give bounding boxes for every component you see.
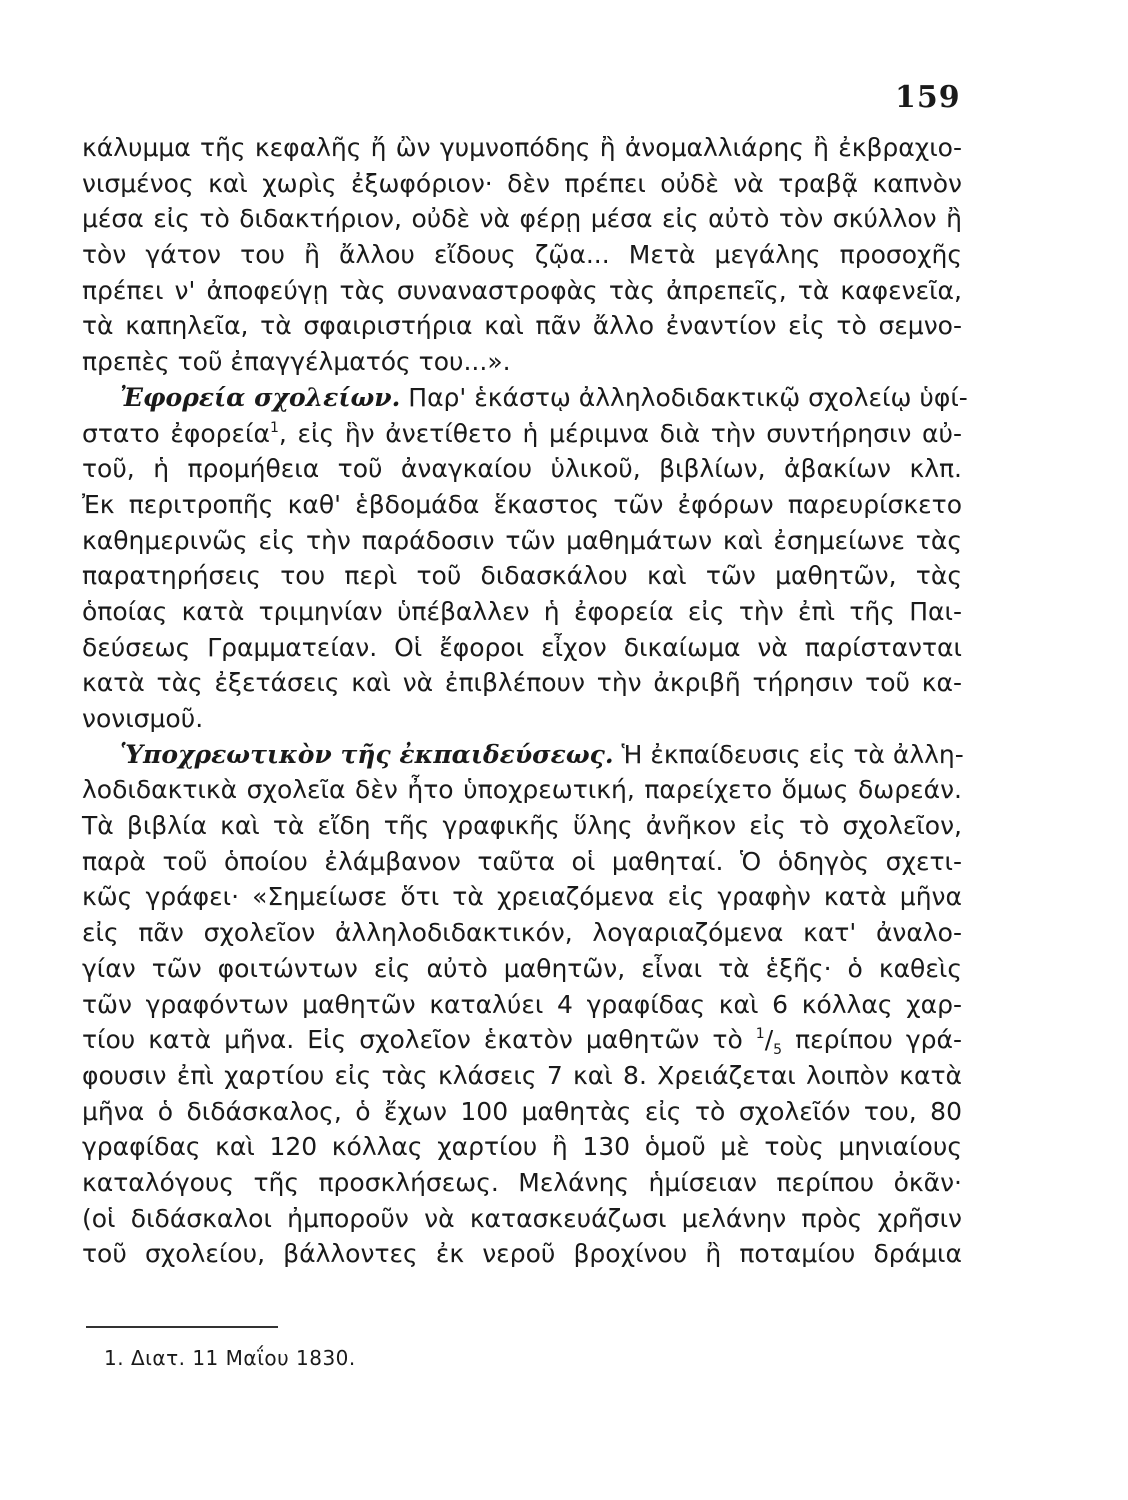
text-line: Ἐκ περιτροπῆς καθ' ἑβδομάδα ἕκαστος τῶν ἐφόρων παρευρίσκετο — [82, 489, 962, 519]
text-line: καταλόγους τῆς προσκλήσεως. Μελάνης ἡμίσειαν περίπου ὀκᾶν· — [82, 1167, 962, 1197]
text-segment: Ἡ ἐκπαίδευσις εἰς τὰ ἀλλη- — [621, 739, 964, 769]
text-line: ὁποίας κατὰ τριμηνίαν ὑπέβαλλεν ἡ ἐφορεία εἰς τὴν ἐπὶ τῆς Παι- — [82, 596, 962, 626]
footnote: 1. Διατ. 11 Μαΐου 1830. — [104, 1346, 356, 1370]
text-line: τὰ καπηλεῖα, τὰ σφαιριστήρια καὶ πᾶν ἄλλο ἐναντίον εἰς τὸ σεμνο- — [82, 311, 962, 341]
text-line: δεύσεως Γραμματείαν. Οἱ ἔφοροι εἶχον δικαίωμα νὰ παρίστανται — [82, 632, 962, 662]
text-segment: περίπου γρά- — [795, 1025, 962, 1055]
text-line: τὸν γάτον του ἢ ἄλλου εἴδους ζῷα... Μετὰ μεγάλης προσοχῆς — [82, 240, 962, 270]
fraction-denominator: 5 — [773, 1042, 783, 1059]
text-line: τίου κατὰ μῆνα. Εἰς σχολεῖον ἑκατὸν μαθητῶν τὸ $^1/_5$ περίπου γρά- — [82, 1025, 962, 1059]
text-segment: Παρ' ἑκάστῳ ἀλληλοδιδακτικῷ σχολείῳ ὑφί- — [408, 382, 968, 412]
text-line: καθημερινῶς εἰς τὴν παράδοσιν τῶν μαθημάτων καὶ ἐσημείωνε τὰς — [82, 525, 962, 555]
text-line: τοῦ, ἡ προμήθεια τοῦ ἀναγκαίου ὑλικοῦ, βιβλίων, ἀβακίων κλπ. — [82, 454, 962, 484]
paragraph-first-line — [82, 380, 968, 416]
text-line: παρατηρήσεις του περὶ τοῦ διδασκάλου καὶ τῶν μαθητῶν, τὰς — [82, 561, 962, 591]
text-segment: τίου κατὰ μῆνα. Εἰς σχολεῖον ἑκατὸν μαθητῶν τὸ — [82, 1025, 743, 1055]
text-line: νονισμοῦ. — [82, 704, 204, 733]
text-line: (οἱ διδάσκαλοι ἠμποροῦν νὰ κατασκευάζωσι μελάνην πρὸς χρῆσιν — [82, 1203, 962, 1233]
text-line: κάλυμμα τῆς κεφαλῆς ἤ ὢν γυμνοπόδης ἢ ἀνομαλλιάρης ἢ ἐκβραχιο- — [82, 133, 962, 162]
section-heading-ypochreotikon: Ὑποχρεωτικὸν τῆς ἐκπαιδεύσεως. — [120, 739, 614, 769]
fraction-numerator: 1 — [755, 1026, 765, 1043]
body-text — [82, 130, 968, 1272]
text-line: εἰς πᾶν σχολεῖον ἀλληλοδιδακτικόν, λογαριαζόμενα κατ' ἀναλο- — [82, 918, 962, 948]
text-line — [82, 416, 962, 452]
page-number: 159 — [895, 80, 961, 115]
text-line: γίαν τῶν φοιτώντων εἰς αὐτὸ μαθητῶν, εἶναι τὰ ἑξῆς· ὁ καθεὶς — [82, 953, 962, 983]
text-line: γραφίδας καὶ 120 κόλλας χαρτίου ἢ 130 ὁμοῦ μὲ τοὺς μηνιαίους — [82, 1132, 962, 1162]
text-line: Τὰ βιβλία καὶ τὰ εἴδη τῆς γραφικῆς ὕλης ἀνῆκον εἰς τὸ σχολεῖον, — [82, 811, 962, 841]
text-line: μέσα εἰς τὸ διδακτήριον, οὐδὲ νὰ φέρῃ μέσα εἰς αὐτὸ τὸν σκύλλον ἢ — [82, 204, 962, 234]
text-line: φουσιν ἐπὶ χαρτίου εἰς τὰς κλάσεις 7 καὶ 8. Χρειάζεται λοιπὸν κατὰ — [82, 1060, 962, 1090]
footnote-divider — [86, 1326, 278, 1328]
text-segment: , εἰς ἣν ἀνετίθετο ἡ μέριμνα διὰ τὴν συντήρησιν αὐ- — [278, 418, 962, 448]
text-line: παρὰ τοῦ ὁποίου ἐλάμβανον ταῦτα οἱ μαθηταί. Ὁ ὁδηγὸς σχετι- — [82, 846, 962, 876]
text-line: πρεπὲς τοῦ ἐπαγγέλματός του...». — [82, 347, 511, 377]
text-line: πρέπει ν' ἀποφεύγῃ τὰς συναναστροφὰς τὰς ἀπρεπεῖς, τὰ καφενεῖα, — [82, 275, 962, 305]
text-line: λοδιδακτικὰ σχολεῖα δὲν ἦτο ὑποχρεωτική, παρείχετο ὅμως δωρεάν. — [82, 775, 962, 805]
text-line: μῆνα ὁ διδάσκαλος, ὁ ἔχων 100 μαθητὰς εἰς τὸ σχολεῖόν του, 80 — [82, 1096, 962, 1126]
section-heading-eforeia: Ἐφορεία σχολείων. — [120, 382, 401, 412]
text-line: τῶν γραφόντων μαθητῶν καταλύει 4 γραφίδας καὶ 6 κόλλας χαρ- — [82, 989, 962, 1019]
paragraph-first-line — [82, 737, 962, 773]
text-segment: στατο ἐφορεία — [82, 418, 270, 448]
text-line: τοῦ σχολείου, βάλλοντες ἐκ νεροῦ βροχίνου ἢ ποταμίου δράμια — [82, 1239, 962, 1269]
footnote-reference: 1 — [270, 419, 279, 436]
text-line: κατὰ τὰς ἐξετάσεις καὶ νὰ ἐπιβλέπουν τὴν ἀκριβῆ τήρησιν τοῦ κα- — [82, 668, 962, 698]
text-line: νισμένος καὶ χωρὶς ἐξωφόριον· δὲν πρέπει οὐδὲ νὰ τραβᾷ καπνὸν — [82, 168, 962, 198]
text-line: κῶς γράφει· «Σημείωσε ὅτι τὰ χρειαζόμενα εἰς γραφὴν κατὰ μῆνα — [82, 882, 962, 912]
